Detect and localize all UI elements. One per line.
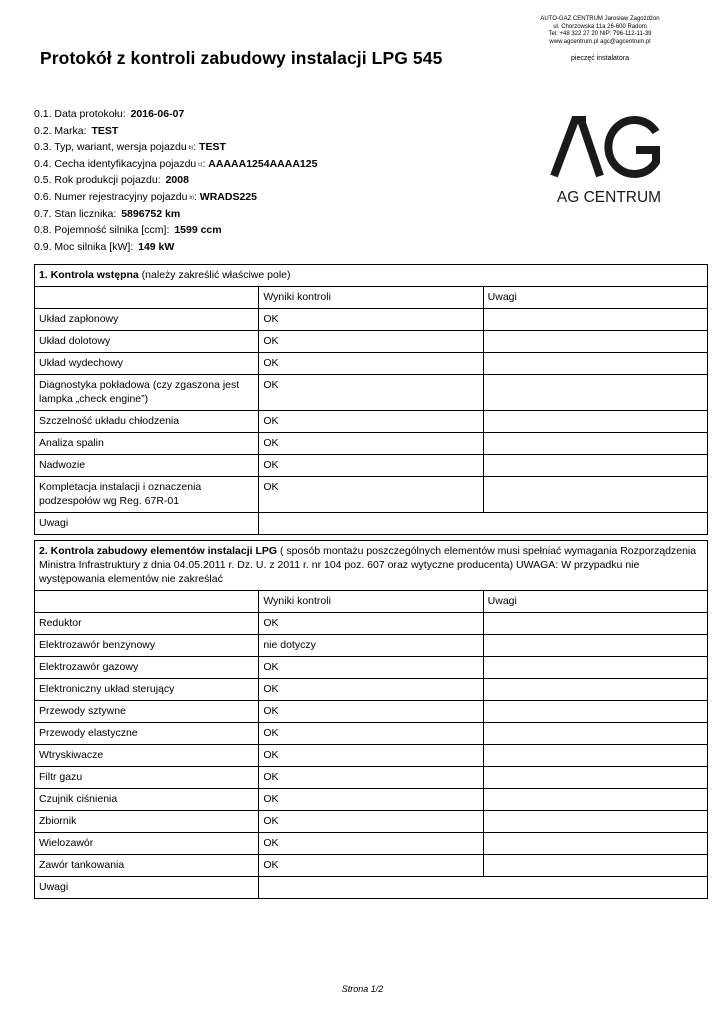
check-note-cell[interactable]	[483, 331, 707, 353]
check-result-cell[interactable]: OK	[259, 309, 483, 331]
check-note-cell[interactable]	[483, 455, 707, 477]
vehicle-info-list	[34, 107, 317, 256]
check-result-cell[interactable]: OK	[259, 433, 483, 455]
vehicle-info-row	[34, 223, 317, 240]
check-note-cell[interactable]	[483, 411, 707, 433]
check-result-cell[interactable]: OK	[259, 833, 483, 855]
vehicle-info-value: 2008	[165, 174, 189, 187]
vehicle-info-value: TEST	[199, 141, 226, 154]
vehicle-info-label: 0.8. Pojemność silnika [ccm]:	[34, 224, 173, 237]
table-row	[35, 635, 708, 657]
table-row	[35, 723, 708, 745]
check-note-cell[interactable]	[483, 477, 707, 513]
section2-notes-field[interactable]	[259, 877, 708, 899]
table-row	[35, 353, 708, 375]
vehicle-info-row	[34, 124, 317, 141]
check-result-cell[interactable]: OK	[259, 767, 483, 789]
company-web-email: www.agcentrum.pl agc@agcentrum.pl	[549, 38, 651, 45]
check-note-cell[interactable]	[483, 855, 707, 877]
check-result-cell[interactable]: OK	[259, 477, 483, 513]
vehicle-info-value: 1599 ccm	[174, 224, 222, 237]
vehicle-info-label: 0.4. Cecha identyfikacyjna pojazdu	[34, 157, 197, 170]
check-item-name: Kompletacja instalacji i oznaczenia podzespołów wg Reg. 67R-01	[35, 477, 259, 513]
table-row	[35, 477, 708, 513]
check-item-name: Przewody sztywne	[35, 701, 259, 723]
check-item-name: Układ wydechowy	[35, 353, 259, 375]
check-item-name: Elektrozawór gazowy	[35, 657, 259, 679]
table-row	[35, 767, 708, 789]
check-item-name: Wielozawór	[35, 833, 259, 855]
check-result-cell[interactable]: OK	[259, 701, 483, 723]
check-item-name: Elektrozawór benzynowy	[35, 635, 259, 657]
check-note-cell[interactable]	[483, 679, 707, 701]
check-item-name: Układ zapłonowy	[35, 309, 259, 331]
table-row	[35, 375, 708, 411]
table-row	[35, 679, 708, 701]
section1-table	[34, 264, 708, 535]
ag-logo-icon	[548, 112, 670, 207]
check-item-name: Elektroniczny układ sterujący	[35, 679, 259, 701]
vehicle-info-row	[34, 173, 317, 190]
vehicle-info-value: TEST	[91, 124, 119, 137]
table-row	[35, 745, 708, 767]
check-note-cell[interactable]	[483, 745, 707, 767]
section1-notes-label: Uwagi	[35, 513, 259, 535]
check-result-cell[interactable]: OK	[259, 811, 483, 833]
table-row	[35, 455, 708, 477]
check-item-name: Analiza spalin	[35, 433, 259, 455]
table-row	[35, 411, 708, 433]
check-note-cell[interactable]	[483, 833, 707, 855]
check-result-cell[interactable]: OK	[259, 855, 483, 877]
page-number: Strona 1/2	[341, 984, 384, 994]
check-item-name: Przewody elastyczne	[35, 723, 259, 745]
check-note-cell[interactable]	[483, 353, 707, 375]
page-title: Protokół z kontroli zabudowy instalacji LPG 545	[40, 48, 443, 68]
table-row	[35, 613, 708, 635]
company-name: AUTO-GAZ CENTRUM Jarosław Zagożdżon	[540, 16, 660, 22]
table-row	[35, 855, 708, 877]
section2-title: 2. Kontrola zabudowy elementów instalacji LPG ( sposób montażu poszczególnych elementów musi spełniać wymagania Rozporządzenia Ministra Infrastruktury z dnia 04.05.2011 r. Dz. U. z 2011 r. nr 104 poz. 607 oraz wytyczne producenta) UWAGA: W przypadku nie występowania elementów nie zakreślać	[35, 541, 708, 591]
vehicle-info-row	[34, 157, 317, 174]
check-item-name: Szczelność układu chłodzenia	[35, 411, 259, 433]
vehicle-info-row	[34, 207, 317, 224]
table-row	[35, 657, 708, 679]
check-note-cell[interactable]	[483, 767, 707, 789]
vehicle-info-value: 149 kW	[138, 240, 175, 253]
ag-centrum-logo	[548, 112, 670, 207]
check-item-name: Układ dolotowy	[35, 331, 259, 353]
check-note-cell[interactable]	[483, 635, 707, 657]
table-row	[35, 701, 708, 723]
vehicle-info-label: 0.1. Data protokołu:	[34, 108, 129, 120]
vehicle-info-value: 5896752 km	[121, 207, 181, 220]
check-result-cell[interactable]: OK	[259, 613, 483, 635]
check-item-name: Diagnostyka pokładowa (czy zgaszona jest lampka „check engine”)	[35, 375, 259, 411]
check-result-cell[interactable]: OK	[259, 455, 483, 477]
check-note-cell[interactable]	[483, 701, 707, 723]
vehicle-info-value: 2016-06-07	[130, 108, 185, 120]
logo-text: AG CENTRUM	[556, 189, 662, 206]
company-phone-nip: Tel. +48 322 27 20 NIP: 796-112-11-39	[548, 31, 652, 37]
check-result-cell[interactable]: OK	[259, 331, 483, 353]
check-item-name: Reduktor	[35, 613, 259, 635]
section2-table	[34, 540, 708, 899]
table-row	[35, 789, 708, 811]
footnote-marker: c)	[198, 161, 203, 168]
section2-header-blank	[35, 591, 259, 613]
check-note-cell[interactable]	[483, 613, 707, 635]
table-row	[35, 433, 708, 455]
footnote-marker: b)	[189, 194, 194, 201]
table-row	[35, 833, 708, 855]
vehicle-info-separator: :	[193, 190, 200, 203]
section1-header-blank	[35, 287, 259, 309]
check-result-cell[interactable]: OK	[259, 745, 483, 767]
table-row	[35, 309, 708, 331]
section1-title: 1. Kontrola wstępna (należy zakreślić właściwe pole)	[35, 265, 708, 287]
vehicle-info-label: 0.6. Numer rejestracyjny pojazdu	[34, 190, 188, 203]
installer-stamp-label: pieczęć instalatora	[571, 55, 629, 62]
vehicle-info-label: 0.9. Moc silnika [kW]:	[34, 240, 137, 253]
check-note-cell[interactable]	[483, 433, 707, 455]
vehicle-info-row	[34, 140, 317, 157]
vehicle-info-label: 0.2. Marka:	[34, 124, 90, 137]
company-address-block	[520, 16, 680, 46]
table-row	[35, 811, 708, 833]
check-note-cell[interactable]	[483, 789, 707, 811]
vehicle-info-row	[34, 190, 317, 207]
vehicle-info-value: WRADS225	[199, 190, 257, 203]
check-item-name: Zawór tankowania	[35, 855, 259, 877]
check-note-cell[interactable]	[483, 811, 707, 833]
section2-col-notes: Uwagi	[483, 591, 707, 613]
check-result-cell[interactable]: OK	[259, 353, 483, 375]
section2-notes-label: Uwagi	[35, 877, 259, 899]
check-result-cell[interactable]: OK	[259, 657, 483, 679]
check-result-cell[interactable]: OK	[259, 375, 483, 411]
section1-notes-field[interactable]	[259, 513, 708, 535]
check-result-cell[interactable]: nie dotyczy	[259, 635, 483, 657]
section1-col-notes: Uwagi	[483, 287, 707, 309]
check-result-cell[interactable]: OK	[259, 411, 483, 433]
check-note-cell[interactable]	[483, 657, 707, 679]
check-note-cell[interactable]	[483, 375, 707, 411]
vehicle-info-label: 0.3. Typ, wariant, wersja pojazdu	[34, 141, 187, 154]
check-result-cell[interactable]: OK	[259, 679, 483, 701]
check-item-name: Zbiornik	[35, 811, 259, 833]
vehicle-info-separator: :	[202, 157, 209, 170]
section2-col-results: Wyniki kontroli	[259, 591, 483, 613]
check-note-cell[interactable]	[483, 723, 707, 745]
vehicle-info-label: 0.7. Stan licznika:	[34, 207, 120, 220]
check-note-cell[interactable]	[483, 309, 707, 331]
check-result-cell[interactable]: OK	[259, 789, 483, 811]
table-row	[35, 331, 708, 353]
company-street: ul. Chorzowska 11a 26-600 Radom	[553, 23, 647, 30]
footnote-marker: b)	[188, 145, 194, 152]
vehicle-info-label: 0.5. Rok produkcji pojazdu:	[34, 174, 164, 187]
vehicle-info-row	[34, 107, 317, 124]
vehicle-info-separator: :	[193, 141, 200, 154]
check-item-name: Filtr gazu	[35, 767, 259, 789]
check-item-name: Czujnik ciśnienia	[35, 789, 259, 811]
check-item-name: Wtryskiwacze	[35, 745, 259, 767]
section1-col-results: Wyniki kontroli	[259, 287, 483, 309]
check-result-cell[interactable]: OK	[259, 723, 483, 745]
vehicle-info-value: AAAAA1254AAAA125	[208, 157, 318, 170]
check-item-name: Nadwozie	[35, 455, 259, 477]
vehicle-info-row	[34, 240, 317, 257]
